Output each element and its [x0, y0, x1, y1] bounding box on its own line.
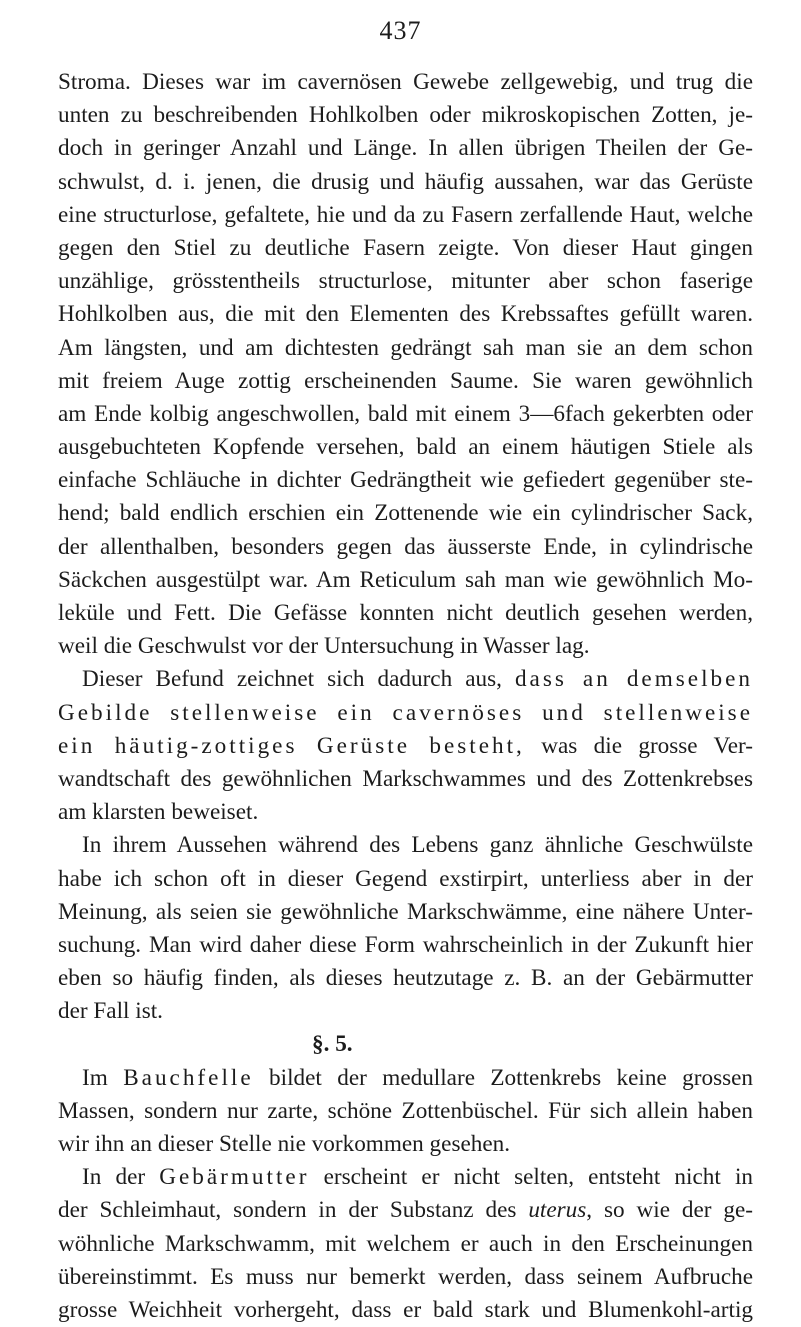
- text-line: [58, 663, 753, 696]
- text-line: Hohlkolben aus, die mit den Elementen des Krebssaftes gefüllt waren.: [58, 301, 753, 328]
- text-line: [58, 1161, 753, 1194]
- text-run: erscheint er nicht selten, entsteht nicht in: [323, 1164, 753, 1191]
- text-line: wandtschaft des gewöhnlichen Markschwammes und des Zottenkrebses: [58, 765, 753, 792]
- text-line: am klarsten beweiset.: [58, 799, 259, 826]
- text-run: der Schleimhaut, sondern in der Substanz des: [58, 1197, 517, 1224]
- body-text: [58, 66, 753, 1327]
- spaced-emphasis: Bauchfelle: [123, 1064, 254, 1091]
- text-line: unten zu beschreibenden Hohlkolben oder mikroskopischen Zotten, je-: [58, 102, 753, 129]
- text-line: schwulst, d. i. jenen, die drusig und häufig aussahen, war das Gerüste: [58, 168, 753, 195]
- text-line: mit freiem Auge zottig erscheinenden Saume. Sie waren gewöhnlich: [58, 367, 753, 394]
- spaced-emphasis: Gebärmutter: [159, 1164, 310, 1191]
- spaced-emphasis: ein häutig-zottiges Gerüste besteht,: [58, 732, 525, 759]
- text-line: wöhnliche Markschwamm, mit welchem er auch in den Erscheinungen: [58, 1230, 753, 1257]
- text-line: weil die Geschwulst vor der Untersuchung in Wasser lag.: [58, 633, 590, 660]
- page-number: 437: [379, 16, 422, 45]
- text-line: [58, 1062, 753, 1095]
- text-line: übereinstimmt. Es muss nur bemerkt werden, dass seinem Aufbruche: [58, 1263, 753, 1290]
- text-line: Säckchen ausgestülpt war. Am Reticulum sah man wie gewöhnlich Mo-: [58, 566, 753, 593]
- text-line: [58, 697, 753, 730]
- text-run: Dieser Befund zeichnet sich dadurch aus,: [82, 666, 502, 693]
- text-line: ausgebuchteten Kopfende versehen, bald an einem häutigen Stiele als: [58, 434, 753, 461]
- text-line: hend; bald endlich erschien ein Zottenende wie ein cylindrischer Sack,: [58, 500, 753, 527]
- text-run: bildet der medullare Zottenkrebs keine grossen: [269, 1064, 754, 1091]
- text-line: Massen, sondern nur zarte, schöne Zottenbüschel. Für sich allein haben: [58, 1097, 753, 1124]
- section-heading: §. 5.: [312, 1031, 353, 1058]
- text-line: Meinung, als seien sie gewöhnliche Markschwämme, eine nähere Unter-: [58, 898, 753, 925]
- text-run: Im: [82, 1064, 108, 1091]
- text-line: gegen den Stiel zu deutliche Fasern zeigte. Von dieser Haut gingen: [58, 234, 753, 261]
- text-line: leküle und Fett. Die Gefässe konnten nicht deutlich gesehen werden,: [58, 600, 753, 626]
- italic-term: uterus: [528, 1197, 587, 1224]
- text-line: [58, 1194, 753, 1227]
- text-line: eine structurlose, gefaltete, hie und da zu Fasern zerfallende Haut, welche: [58, 201, 753, 228]
- text-line: einfache Schläuche in dichter Gedrängtheit wie gefiedert gegenüber ste-: [58, 467, 753, 494]
- text-line: doch in geringer Anzahl und Länge. In allen übrigen Theilen der Ge-: [58, 135, 753, 162]
- text-line: der allenthalben, besonders gegen das äusserste Ende, in cylindrische: [58, 533, 753, 560]
- text-line: Am längsten, und am dichtesten gedrängt sah man sie an dem schon: [58, 334, 753, 361]
- text-line: habe ich schon oft in dieser Gegend exstirpirt, unterliess aber in der: [58, 865, 753, 892]
- text-line: der Fall ist.: [58, 998, 163, 1025]
- text-line: grosse Weichheit vorhergeht, dass er bald stark und Blumenkohl-artig: [58, 1296, 753, 1323]
- text-run: was die grosse Ver-: [541, 732, 753, 759]
- text-line: suchung. Man wird daher diese Form wahrscheinlich in der Zukunft hier: [58, 931, 753, 958]
- text-line: In ihrem Aussehen während des Lebens ganz ähnliche Geschwülste: [82, 832, 753, 859]
- text-line: [58, 730, 753, 763]
- text-line: am Ende kolbig angeschwollen, bald mit einem 3—6fach gekerbten oder: [58, 400, 753, 427]
- text-line: eben so häufig finden, als dieses heutzutage z. B. an der Gebärmutter: [58, 965, 753, 992]
- text-run: , so wie der ge-: [586, 1197, 754, 1224]
- spaced-emphasis: dass an demselben: [514, 666, 753, 693]
- text-line: unzählige, grösstentheils structurlose, mitunter aber schon faserige: [58, 268, 753, 295]
- text-line: wir ihn an dieser Stelle nie vorkommen gesehen.: [58, 1131, 511, 1157]
- text-line: Stroma. Dieses war im cavernösen Gewebe zellgewebig, und trug die: [58, 69, 753, 95]
- text-run: In der: [82, 1164, 146, 1191]
- spaced-emphasis: Gebilde stellenweise ein cavernöses und stellenweise: [58, 699, 753, 726]
